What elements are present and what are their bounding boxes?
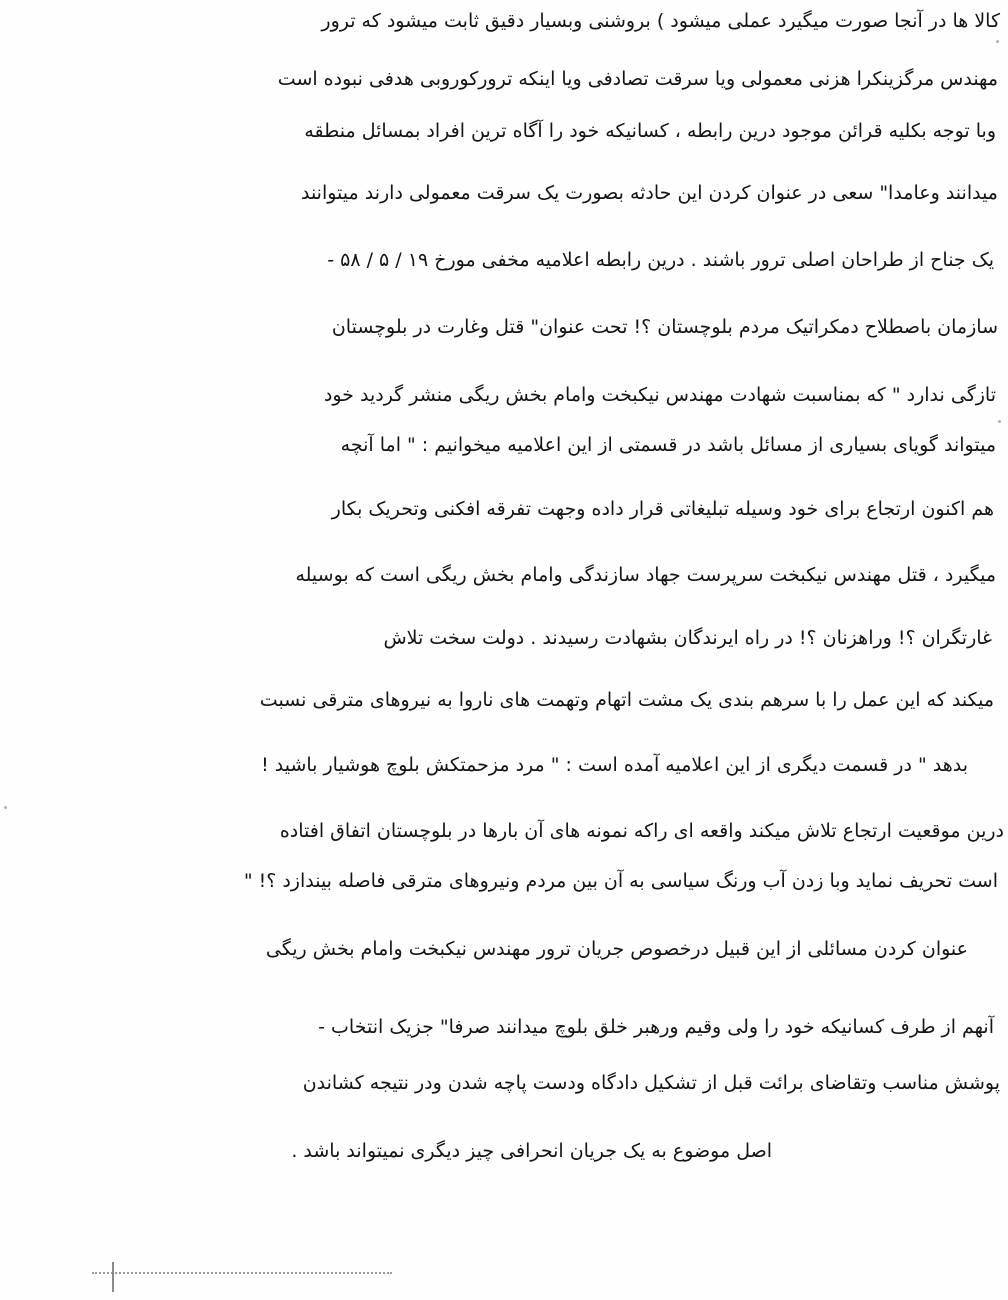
text-line: پوشش مناسب وتقاضای برائت قبل از تشکیل دادگاه ودست پاچه شدن ودر نتیجه کشاندن (302, 1072, 1000, 1094)
text-line: است تحریف نماید وبا زدن آب ورنگ سیاسی به آن بین مردم ونیروهای مترقی فاصله بیندازد ؟! " (243, 870, 998, 892)
text-line: آنهم از طرف کسانیکه خود را ولی وقیم ورهبر خلق بلوچ میدانند صرفا" جزیک انتخاب - (318, 1016, 994, 1038)
text-line: میکند که این عمل را با سرهم بندی یک مشت اتهام وتهمت های ناروا به نیروهای مترقی نسبت (259, 689, 994, 711)
footer-dotted-rule (92, 1272, 392, 1274)
text-line: وبا توجه بکلیه قرائن موجود درین رابطه ، کسانیکه خود را آگاه ترین افراد بمسائل منطقه (304, 120, 996, 142)
text-line: میگیرد ، قتل مهندس نیکبخت سرپرست جهاد سازندگی وامام بخش ریگی است که بوسیله (295, 564, 996, 586)
text-line: هم اکنون ارتجاع برای خود وسیله تبلیغاتی قرار داده وجهت تفرقه افکنی وتحریک بکار (331, 498, 994, 520)
text-line: میتواند گویای بسیاری از مسائل باشد در قسمتی از این اعلامیه میخوانیم : " اما آنچه (340, 434, 996, 456)
text-line: عنوان کردن مسائلی از این قبیل درخصوص جریان ترور مهندس نیکبخت وامام بخش ریگی (265, 938, 968, 960)
text-line: کالا ها در آنجا صورت میگیرد عملی میشود ) بروشنی وبسیار دقیق ثابت میشود که ترور (321, 10, 1000, 32)
scan-speck (998, 420, 1001, 423)
text-line: بدهد " در قسمت دیگری از این اعلامیه آمده است : " مرد مزحمتکش بلوچ هوشیار باشید ! (261, 754, 968, 776)
text-line: درین موقعیت ارتجاع تلاش میکند واقعه ای راکه نمونه های آن بارها در بلوچستان اتفاق افتاده (279, 820, 1004, 842)
text-line: میدانند وعامدا" سعی در عنوان کردن این حادثه بصورت یک سرقت معمولی دارند میتوانند (300, 182, 998, 204)
text-line: تازگی ندارد " که بمناسبت شهادت مهندس نیکبخت وامام بخش ریگی منشر گردید خود (323, 384, 996, 406)
text-line: سازمان باصطلاح دمکراتیک مردم بلوچستان ؟! تحت عنوان" قتل وغارت در بلوچستان (331, 316, 998, 338)
text-line: اصل موضوع به یک جریان انحرافی چیز دیگری نمیتواند باشد . (291, 1140, 772, 1162)
text-line: غارتگران ؟! وراهزنان ؟! در راه ایرندگان بشهادت رسیدند . دولت سخت تلاش (383, 627, 992, 649)
text-line: یک جناح از طراحان اصلی ترور باشند . درین رابطه اعلامیه مخفی مورخ ۱۹ / ۵ / ۵۸ - (327, 249, 994, 271)
footer-tick-mark (112, 1262, 114, 1292)
scan-speck (996, 40, 999, 43)
scan-speck (4, 806, 7, 809)
text-line: مهندس مرگزینکرا هزنی معمولی ویا سرقت تصادفی ویا اینکه ترورکوروبی هدفی نبوده است (277, 68, 998, 90)
